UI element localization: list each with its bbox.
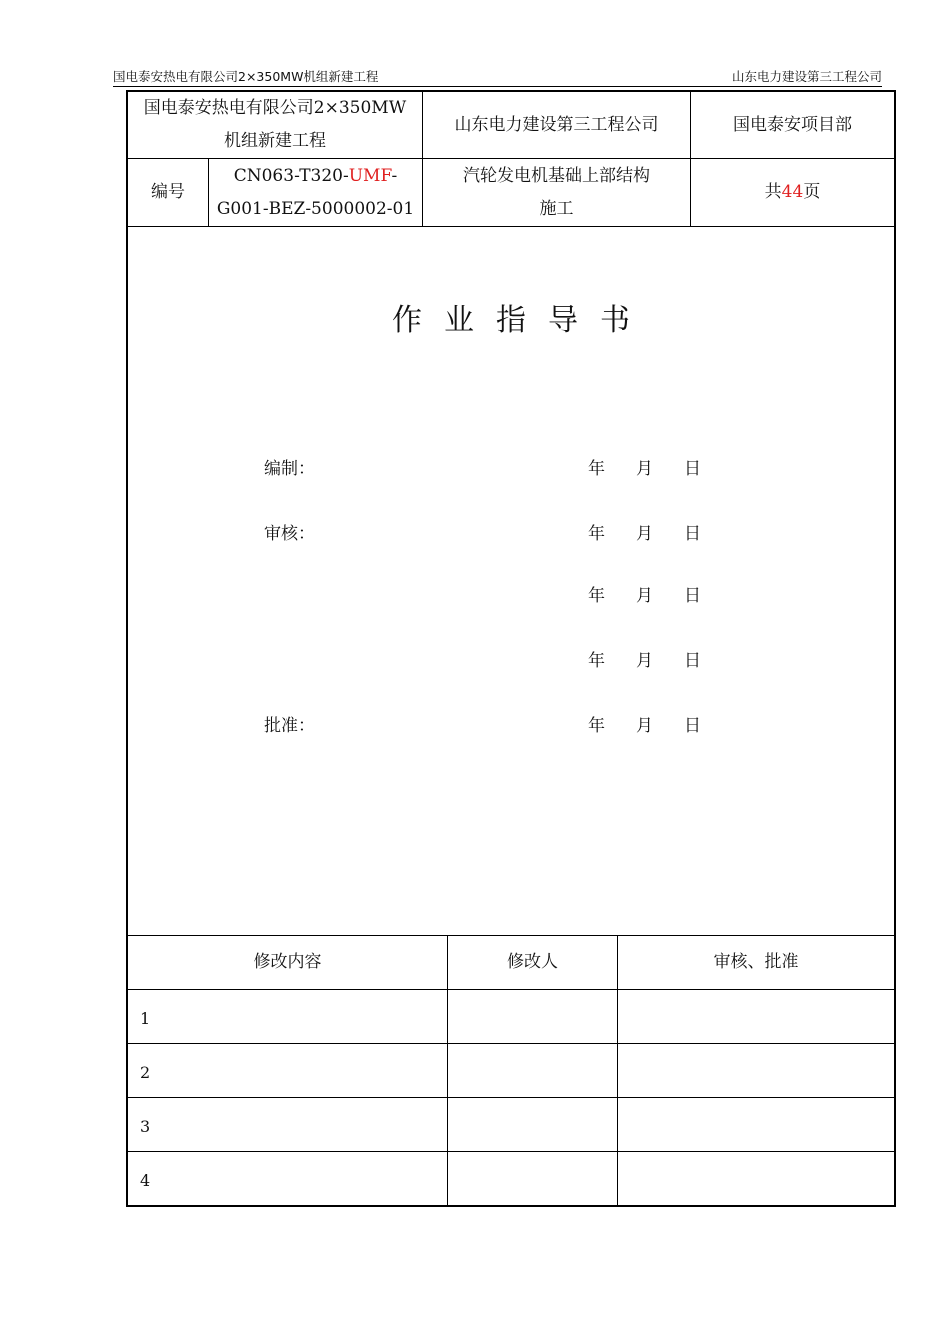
department-name: 国电泰安项目部 xyxy=(733,114,852,135)
revision-header-content: 修改内容 xyxy=(253,952,322,972)
revision-row-number: 4 xyxy=(140,1171,151,1190)
document-frame: 国电泰安热电有限公司2×350MW 机组新建工程 山东电力建设第三工程公司 国电泰安项目部 编号 CN063-T320-UMF- G001-BEZ-5000002-01 汽轮发电机基础上部结构 施工 共44页 作业指导书 编制： 年 月 日 审核： 年 月 日 年 月 日 年 月 日 批准： 年 月 日 修改内容 修改人 审核、批准 1 2 3 4 xyxy=(126,90,896,1207)
contractor-name: 山东电力建设第三工程公司 xyxy=(454,114,659,135)
revision-row-number: 2 xyxy=(140,1063,151,1082)
contractor-cell xyxy=(423,92,690,158)
document-code-line1: CN063-T320-UMF- xyxy=(233,165,398,186)
document-title: 作业指导书 xyxy=(392,303,652,338)
doc-name-cell xyxy=(423,159,690,226)
document-code-highlight: UMF xyxy=(348,165,392,186)
code-cell xyxy=(209,159,422,226)
owner-name-line1: 国电泰安热电有限公司2×350MW xyxy=(143,98,407,118)
revision-header-approval: 审核、批准 xyxy=(713,952,799,972)
reviewed-by-label: 审核： xyxy=(264,524,315,544)
revision-row-number: 1 xyxy=(140,1009,151,1028)
compiled-by-label: 编制： xyxy=(264,459,315,479)
code-label-cell xyxy=(128,159,208,226)
owner-name-line2: 机组新建工程 xyxy=(224,131,326,151)
document-name-line2: 施工 xyxy=(539,198,574,219)
revision-header-reviser: 修改人 xyxy=(507,952,558,972)
code-label: 编号 xyxy=(151,182,185,202)
document-name-line1: 汽轮发电机基础上部结构 xyxy=(463,165,650,186)
page-count-cell xyxy=(691,159,894,226)
approved-by-label: 批准： xyxy=(264,716,315,736)
document-code-line2: G001-BEZ-5000002-01 xyxy=(216,198,415,219)
owner-cell xyxy=(128,92,422,158)
header-company-name: 山东电力建设第三工程公司 xyxy=(731,69,882,84)
page-header xyxy=(113,68,882,87)
department-cell xyxy=(691,92,894,158)
revision-row-number: 3 xyxy=(140,1117,151,1136)
page-count: 共44页 xyxy=(764,182,821,202)
header-project-name: 国电泰安热电有限公司2×350MW机组新建工程 xyxy=(113,69,379,84)
